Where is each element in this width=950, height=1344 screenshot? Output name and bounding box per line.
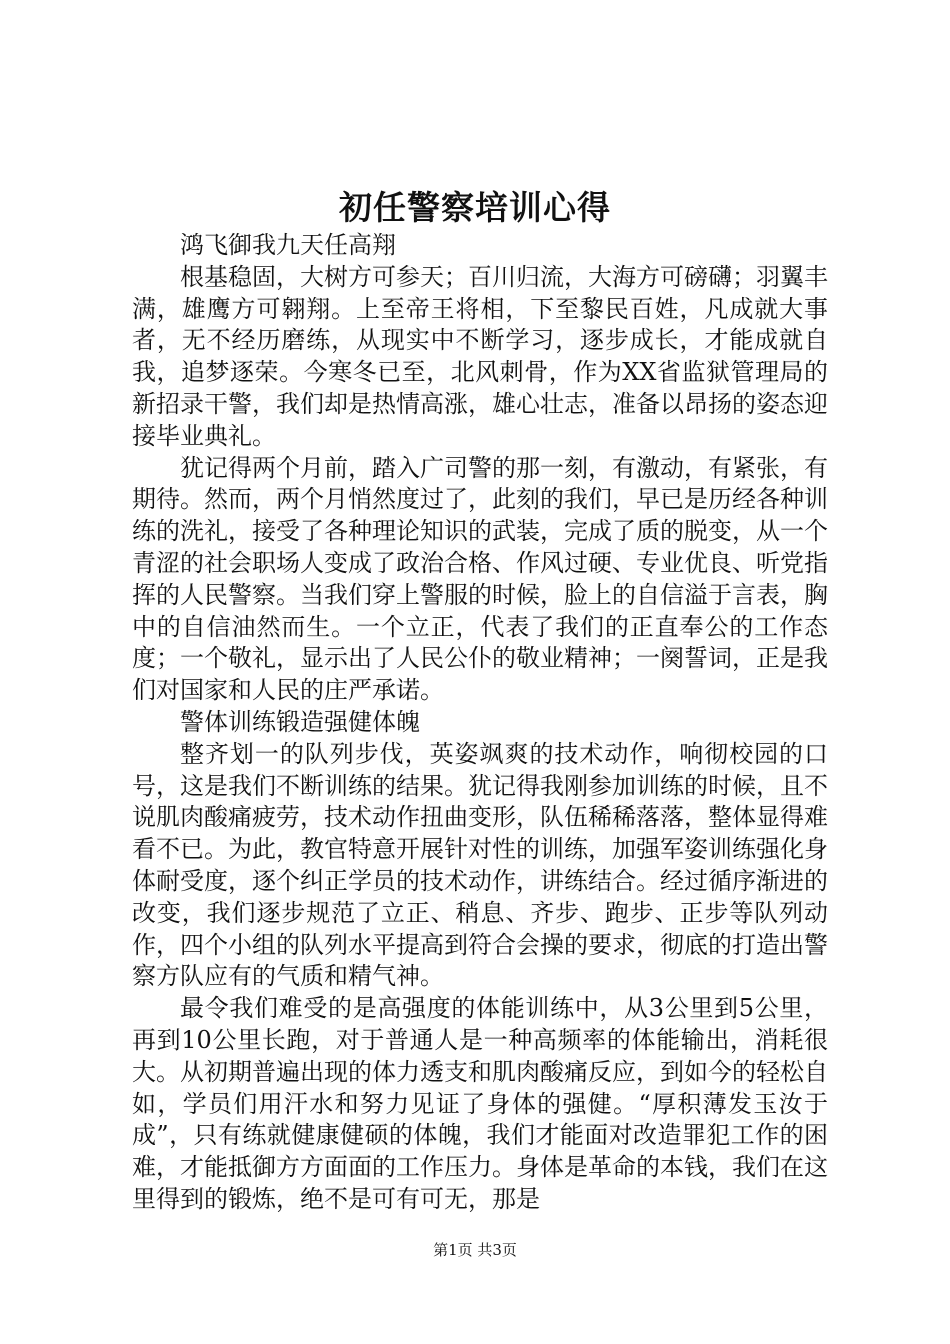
body-paragraph: 根基稳固，大树方可参天；百川归流，大海方可磅礴；羽翼丰满，雄鹰方可翱翔。上至帝王将相，下至黎民百姓，凡成就大事者，无不经历磨练，从现实中不断学习，逐步成长，才能成就自我，追梦逐荣。今寒冬已至，北风刺骨，作为XX省监狱管理局的新招录干警，我们却是热情高涨，雄心壮志，准备以昂扬的姿态迎接毕业典礼。 [132, 262, 828, 450]
body-paragraph: 犹记得两个月前，踏入广司警的那一刻，有激动，有紧张，有期待。然而，两个月悄然度过了，此刻的我们，早已是历经各种训练的洗礼，接受了各种理论知识的武装，完成了质的脱变，从一个青涩的社会职场人变成了政治合格、作风过硬、专业优良、听党指挥的人民警察。当我们穿上警服的时候，脸上的自信溢于言表，胸中的自信油然而生。一个立正，代表了我们的正直奉公的工作态度；一个敬礼，显示出了人民公仆的敬业精神；一阕誓词，正是我们对国家和人民的庄严承诺。 [132, 453, 828, 705]
section-heading: 鸿飞御我九天任高翔 [180, 231, 396, 259]
section-heading: 警体训练锻造强健体魄 [180, 707, 420, 736]
document-body [132, 230, 828, 1216]
document-title: 初任警察培训心得 [339, 188, 611, 227]
body-paragraph: 整齐划一的队列步伐，英姿飒爽的技术动作，响彻校园的口号，这是我们不断训练的结果。犹记得我刚参加训练的时候，且不说肌肉酸痛疲劳，技术动作扭曲变形，队伍稀稀落落，整体显得难看不已。为此，教官特意开展针对性的训练，加强军姿训练强化身体耐受度，逐个纠正学员的技术动作，讲练结合。经过循序渐进的改变，我们逐步规范了立正、稍息、齐步、跑步、正步等队列动作，四个小组的队列水平提高到符合会操的要求，彻底的打造出警察方队应有的气质和精气神。 [132, 739, 828, 991]
body-paragraph: 最令我们难受的是高强度的体能训练中，从3公里到5公里，再到10公里长跑，对于普通人是一种高频率的体能输出，消耗很大。从初期普遍出现的体力透支和肌肉酸痛反应，到如今的轻松自如，学员们用汗水和努力见证了身体的强健。“厚积薄发玉汝于成”，只有练就健康健硕的体魄，我们才能面对改造罪犯工作的困难，才能抵御方方面面的工作压力。身体是革命的本钱，我们在这里得到的锻炼，绝不是可有可无，那是 [132, 994, 828, 1213]
page-footer: 第1页 共3页 [433, 1241, 517, 1259]
